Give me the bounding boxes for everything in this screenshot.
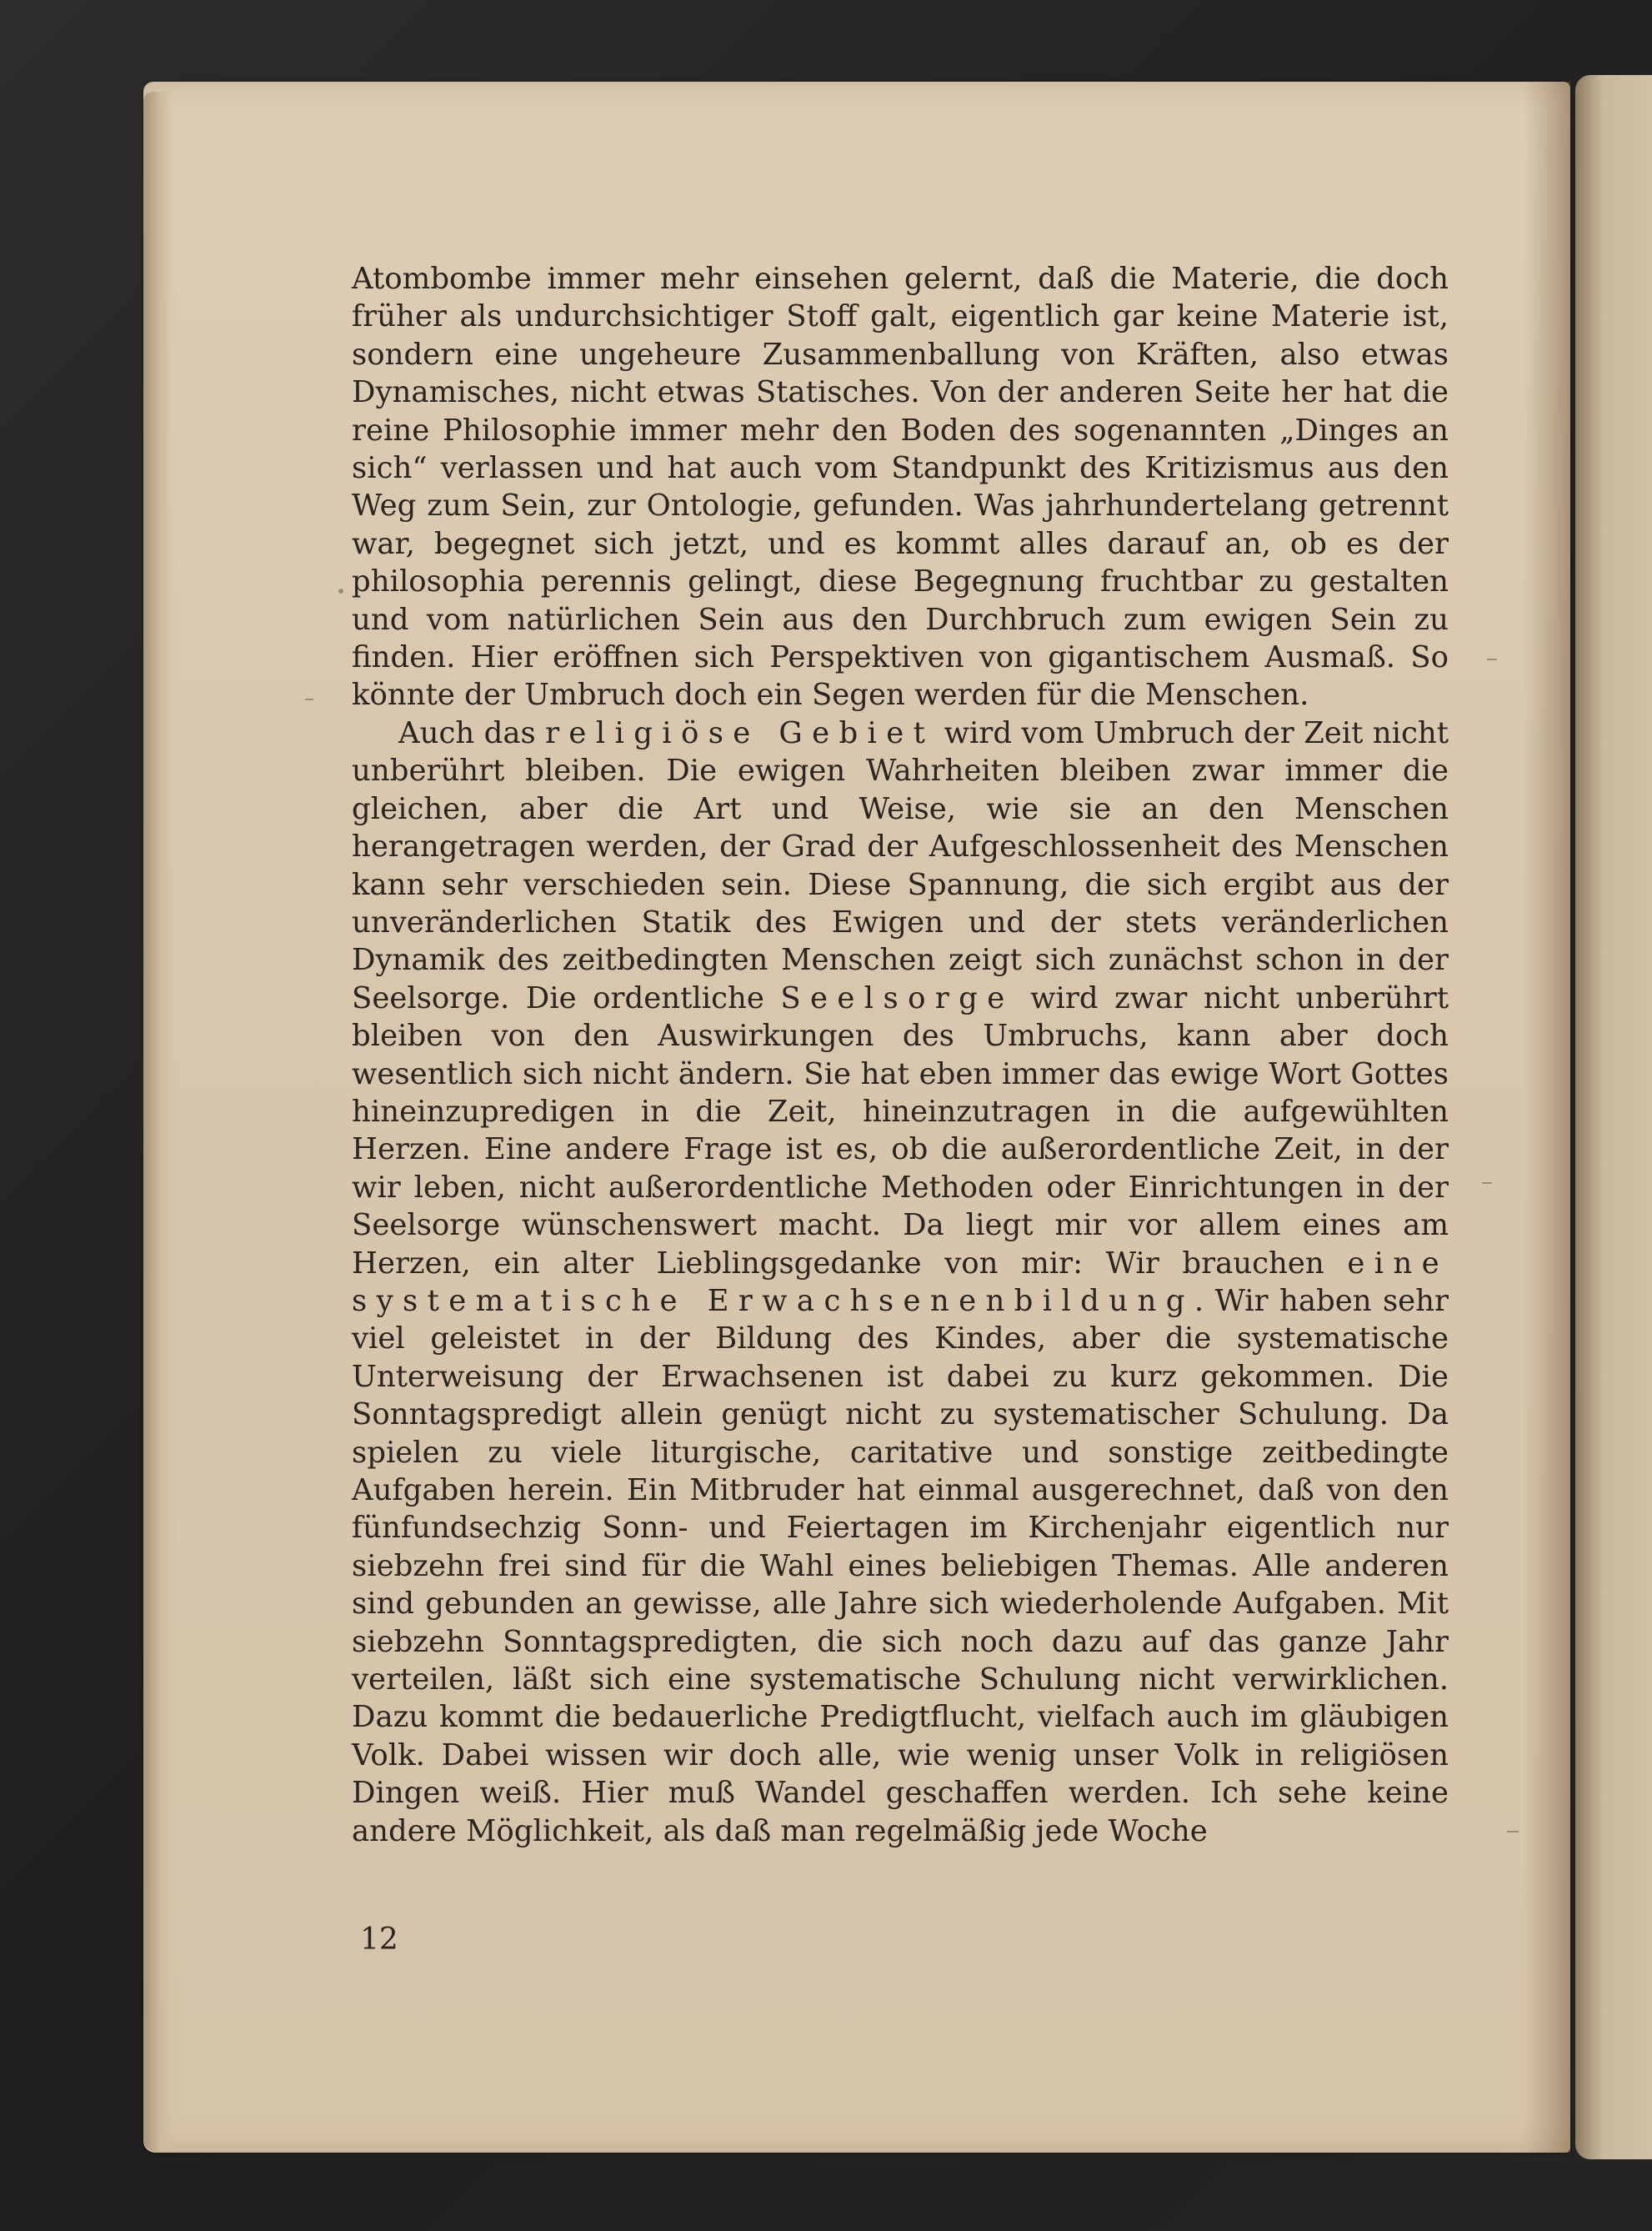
paragraph-2-text: Auch das <box>398 715 546 750</box>
paper-speck <box>338 589 343 594</box>
paragraph-1-text: Atombombe immer mehr einsehen gelernt, daß die Materie, die doch früher als undurchsichtiger Stoff galt, eigentlich gar keine Materie ist, sondern eine ungeheure Zusammenballung von Kräften, also etwas Dynamisches, nicht etwas Statisches. Von der anderen Seite her hat die reine Philosophie immer mehr den Boden des sogenannten „Dinges an sich“ verlassen und hat auch vom Standpunkt des Kritizismus aus den Weg zum Sein, zur Ontologie, gefunden. Was jahrhundertelang getrennt war, begegnet sich jetzt, und es kommt alles darauf an, ob es der philosophia perennis gelingt, diese Begegnung fruchtbar zu gestalten und vom natürlichen Sein aus den Durchbruch zum ewigen Sein zu finden. Hier eröffnen sich Perspektiven von gigantischem Ausmaß. So könnte der Umbruch doch ein Segen werden für die Menschen. <box>352 262 1449 713</box>
paragraph-2 <box>352 714 1449 1850</box>
paragraph-2-text: wird zwar nicht unberührt bleiben von den Auswirkungen des Umbruchs, kann aber doch wesentlich sich nicht ändern. Sie hat eben immer das ewige Wort Gottes hineinzupredigen in die Zeit, hineinzutragen in die aufgewühlten Herzen. Eine andere Frage ist es, ob die außerordentliche Zeit, in der wir leben, nicht außerordentliche Methoden oder Einrichtungen in der Seelsorge wünschenswert macht. Da liegt mir vor allem eines am Herzen, ein alter Lieblingsgedanke von mir: Wir brauchen <box>352 980 1449 1281</box>
page-number: 12 <box>360 1923 398 1957</box>
paragraph-2-text: . Wir haben sehr viel geleistet in der Bildung des Kindes, aber die systematische Unterweisung der Erwachsenen ist dabei zu kurz gekommen. Die Sonntagspredigt allein genügt nicht zu systematischer Schulung. Da spielen zu viele liturgische, caritative und sonstige zeitbedingte Aufgaben herein. Ein Mitbruder hat einmal ausgerechnet, daß von den fünfundsechzig Sonn- und Feiertagen im Kirchenjahr eigentlich nur siebzehn frei sind für die Wahl eines beliebigen Themas. Alle anderen sind gebunden an gewisse, alle Jahre sich wiederholende Aufgaben. Mit siebzehn Sonntagspredigten, die sich noch dazu auf das ganze Jahr verteilen, läßt sich eine systematische Schulung nicht verwirklichen. Dazu kommt die bedauerliche Predigtflucht, vielfach auch im gläubigen Volk. Dabei wissen wir doch alle, wie wenig unser Volk in religiösen Dingen weiß. Hier muß Wandel geschaffen werden. Ich sehe keine andere Möglichkeit, als daß man regelmäßig jede Woche <box>352 1283 1449 1848</box>
paper-speck <box>1507 1831 1519 1832</box>
emphasis-erwachsenenbildung: eine systematische Erwachsenenbildung <box>352 1246 1449 1318</box>
paper-speck <box>1482 1182 1492 1184</box>
body-text <box>352 260 1449 1850</box>
emphasis-seelsorge: Seelsorge <box>780 980 1014 1015</box>
paper-speck <box>1487 659 1497 660</box>
facing-page-edge <box>1575 75 1652 2159</box>
paragraph-2-text: wird vom Umbruch der Zeit nicht unberührt bleiben. Die ewigen Wahrheiten bleiben zwar immer die gleichen, aber die Art und Weise, wie sie an den Menschen herangetragen werden, der Grad der Aufgeschlossenheit des Menschen kann sehr verschieden sein. Diese Spannung, die sich ergibt aus der unveränderlichen Statik des Ewigen und der stets veränderlichen Dynamik des zeitbedingten Menschen zeigt sich zunächst schon in der Seelsorge. Die ordentliche <box>352 715 1449 1015</box>
paper-speck <box>305 699 313 700</box>
page-stack-edge <box>143 92 172 2151</box>
paragraph-1 <box>352 260 1449 714</box>
spine-shadow <box>1524 82 1570 2153</box>
emphasis-religioese-gebiet: religiöse Gebiet <box>545 715 935 750</box>
